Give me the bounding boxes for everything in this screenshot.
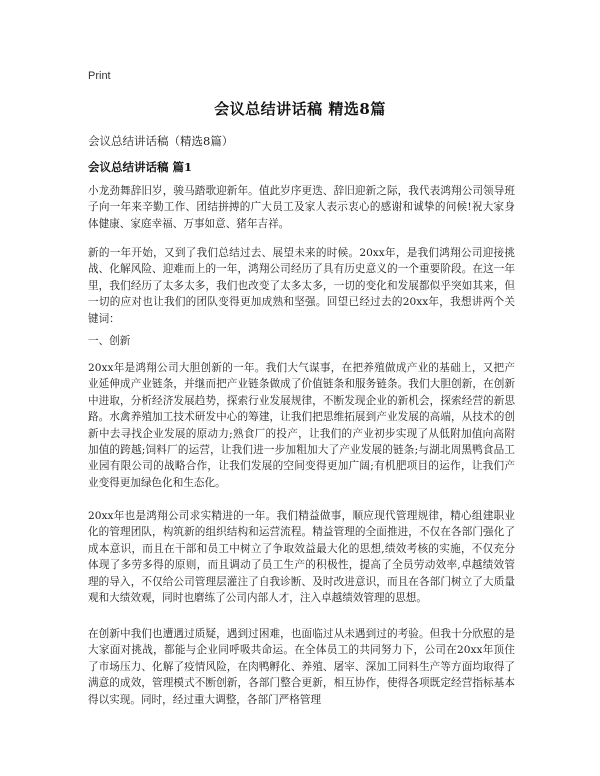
paragraph: 新的一年开始，又到了我们总结过去、展望未来的时候。20xx年，是我们鸿翔公司迎接挑战、化解风险、迎难而上的一年，鸿翔公司经历了具有历史意义的一个重要阶段。在这一年里，我们经历了太多太多，我们也改变了太多太多，一切的变化和发展都似乎突如其来，但一切的应对也让我们的团队变得更加成熟和坚强。回望已经过去的20xx年，我想讲两个关键词： [88, 247, 515, 325]
document-title: 会议总结讲话稿 精选8篇 [214, 100, 386, 118]
paragraph: 20xx年是鸿翔公司大胆创新的一年。我们大气谋事，在把养殖做成产业的基础上，又把产业延伸成产业链条，并继而把产业链条做成了价值链条和服务链条。我们大胆创新，在创新中进取，分析经济发展趋势，探索行业发展规律，不断发现企业的新机会，探索经营的新思路。水禽养殖加工技术研发中心的筹建，让我们把思维拓展到产业发展的高端，从技术的创新中去寻找企业发展的原动力;熟食厂的投产，让我们的产业初步实现了从低附加值向高附加值的跨越;饲料厂的运营，让我们进一步加粗加大了产业发展的链条;与湖北周黑鸭食品工业园有限公司的战略合作，让我们发展的空间变得更加广阔;有机肥项目的运作，让我们产业变得更加绿色化和生态化。 [88, 362, 515, 489]
document-subtitle: 会议总结讲话稿（精选8篇） [88, 134, 234, 148]
paragraph: 小龙劲舞辞旧岁，骏马踏歌迎新年。值此岁序更迭、辞旧迎新之际，我代表鸿翔公司领导班子向一年来辛勤工作、团结拼搏的广大员工及家人表示衷心的感谢和诚挚的问候!祝大家身体健康、家庭幸福、万事如意、猪年吉祥。 [88, 185, 515, 230]
subsection-heading: 一、创新 [88, 335, 131, 347]
paragraph: 20xx年也是鸿翔公司求实精进的一年。我们精益做事，顺应现代管理规律，精心组建职业化的管理团队，构筑新的组织结构和运营流程。精益管理的全面推进，不仅在各部门强化了成本意识，而且在干部和员工中树立了争取效益最大化的思想,绩效考核的实施，不仅充分体现了多劳多得的原则，而且调动了员工生产的积极性，提高了全员劳动效率,卓越绩效管理的导入，不仅给公司管理层灌注了自我诊断、及时改进意识，而且在各部门树立了大质量观和大绩效观，同时也磨练了公司内部人才，注入卓越绩效管理的思想。 [88, 510, 515, 605]
print-link[interactable]: Print [88, 70, 111, 82]
section-heading: 会议总结讲话稿 篇1 [88, 160, 193, 174]
paragraph: 在创新中我们也遭遇过质疑，遇到过困难，也面临过从未遇到过的考验。但我十分欣慰的是大家面对挑战，都能与企业同呼吸共命运。在全体员工的共同努力下，公司在20xx年顶住了市场压力、化解了疫情风险，在肉鸭孵化、养殖、屠宰、深加工同料生产等方面均取得了满意的成效，管理模式不断创新，各部门整合更新，相互协作，使得各项既定经营指标基本得以实现。同时，经过重大调整，各部门严格管理 [88, 628, 515, 706]
